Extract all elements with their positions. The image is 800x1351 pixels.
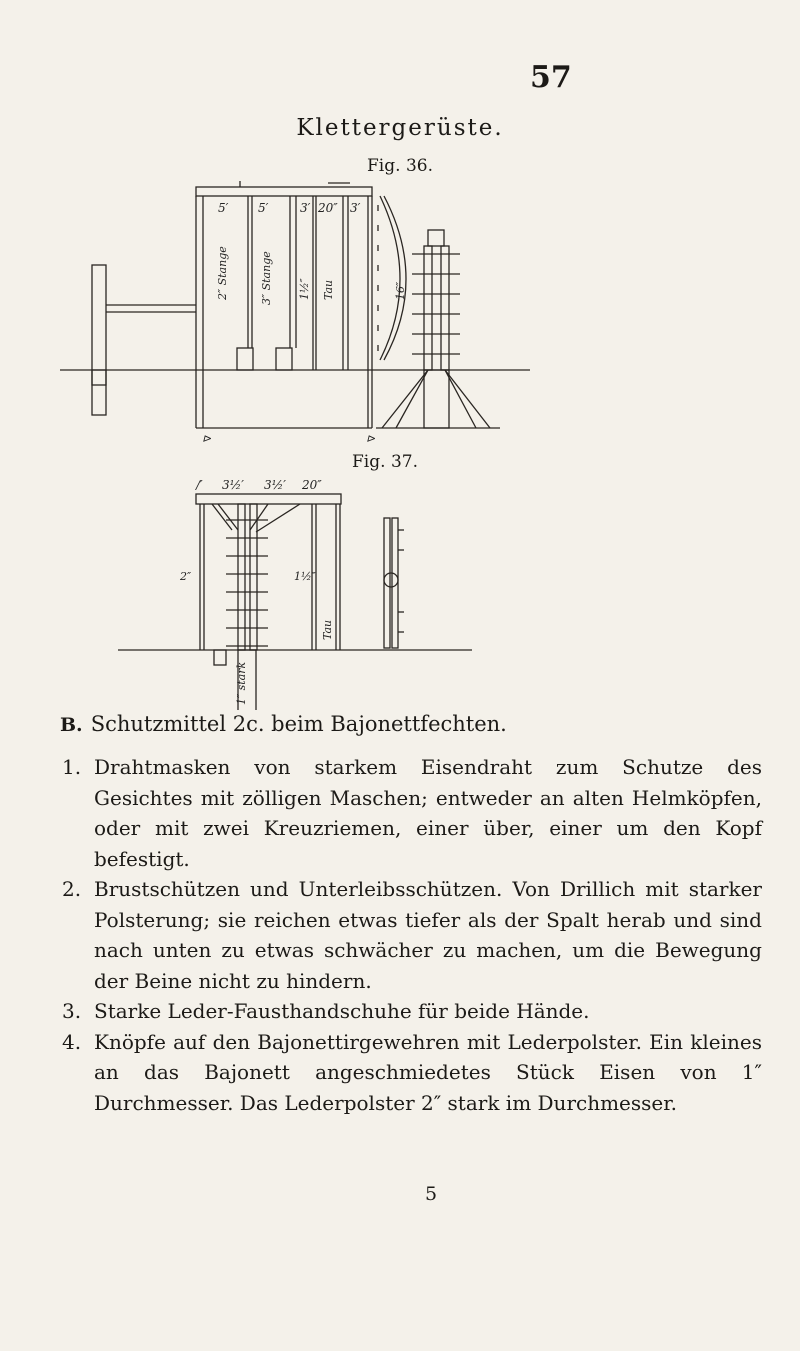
- item-number: 2.: [62, 877, 82, 901]
- fig36-label-rope: Tau: [322, 279, 335, 300]
- signature-mark: 5: [425, 1183, 438, 1205]
- fig37-dim-3: 3½′: [264, 478, 286, 492]
- figure-36: [60, 181, 530, 445]
- item-text: Drahtmasken von starkem Eisendraht zum Schutze des Gesichtes mit zölligen Maschen; entweder an alten Helmköpfen, oder mit zwei Kreuzriemen, einer über, einer um den Kopf befestigt.: [94, 755, 762, 871]
- fig37-label-1in-strong: 1″ stark: [235, 661, 248, 705]
- fig36-ladder-tower: [376, 230, 500, 428]
- list-item: [62, 1027, 762, 1119]
- item-text: Starke Leder-Fausthandschuhe für beide Hände.: [94, 999, 590, 1023]
- fig36-top-beam: [196, 187, 372, 196]
- fig36-dim-5: 3′: [350, 201, 361, 215]
- section-title: Schutzmittel 2c. beim Bajonettfechten.: [90, 712, 507, 736]
- fig36-dim-3: 3′: [300, 201, 311, 215]
- fig37-center-ladder: [226, 504, 268, 650]
- fig37-label-1half: 1½″: [294, 570, 316, 583]
- list-item: [62, 752, 762, 874]
- item-list: [62, 752, 762, 1118]
- figure-37-caption: Fig. 37.: [352, 452, 418, 472]
- list-item: [62, 996, 762, 1027]
- fig36-label-1half: 1½″: [298, 278, 311, 300]
- fig36-ground-mark-left: ⊳: [202, 432, 212, 445]
- fig36-ground-mark-right: ⊳: [366, 432, 376, 445]
- item-number: 4.: [62, 1029, 82, 1054]
- item-text: Knöpfe auf den Bajonettirgewehren mit Lederpolster. Ein kleines an das Bajonett angeschmiedetes Stück Eisen von 1″ Durchmesser. Das Lederpolster 2″ stark im Durchmesser.: [94, 1029, 762, 1115]
- figure-36-caption: Fig. 36.: [367, 156, 433, 176]
- fig37-dim-4: 20″: [302, 478, 322, 492]
- fig37-label-rope: Tau: [321, 619, 334, 640]
- fig36-label-2in-pole: 2″ Stange: [216, 246, 229, 300]
- fig37-dim-1: /′: [196, 478, 203, 492]
- fig37-top-beam: [196, 494, 341, 504]
- fig36-label-3in-pole: 3″ Stange: [260, 251, 273, 305]
- running-head: Klettergerüste.: [296, 115, 504, 141]
- fig36-dim-1: 5′: [218, 201, 229, 215]
- list-item: [62, 874, 762, 996]
- item-text: Brustschützen und Unterleibsschützen. Von Drillich mit starker Polsterung; sie reichen etwas tiefer als der Spalt herab und sind nach unten zu etwas schwächer zu machen, um die Bewegung der Beine nicht zu hindern.: [94, 877, 762, 993]
- item-number: 1.: [62, 755, 82, 779]
- section-letter: B.: [60, 714, 83, 736]
- section-heading: [60, 712, 507, 736]
- fig36-dim-4: 20″: [318, 201, 338, 215]
- fig37-dim-2: 3½′: [222, 478, 244, 492]
- fig36-left-post: [92, 265, 106, 385]
- fig37-side-pole: [384, 518, 404, 648]
- item-number: 3.: [62, 999, 82, 1023]
- figure-37: [118, 478, 472, 710]
- fig36-label-16in: 16″: [394, 281, 407, 300]
- fig37-label-2in: 2″: [180, 570, 192, 583]
- page-number: 57: [530, 60, 572, 95]
- fig36-dim-2: 5′: [258, 201, 269, 215]
